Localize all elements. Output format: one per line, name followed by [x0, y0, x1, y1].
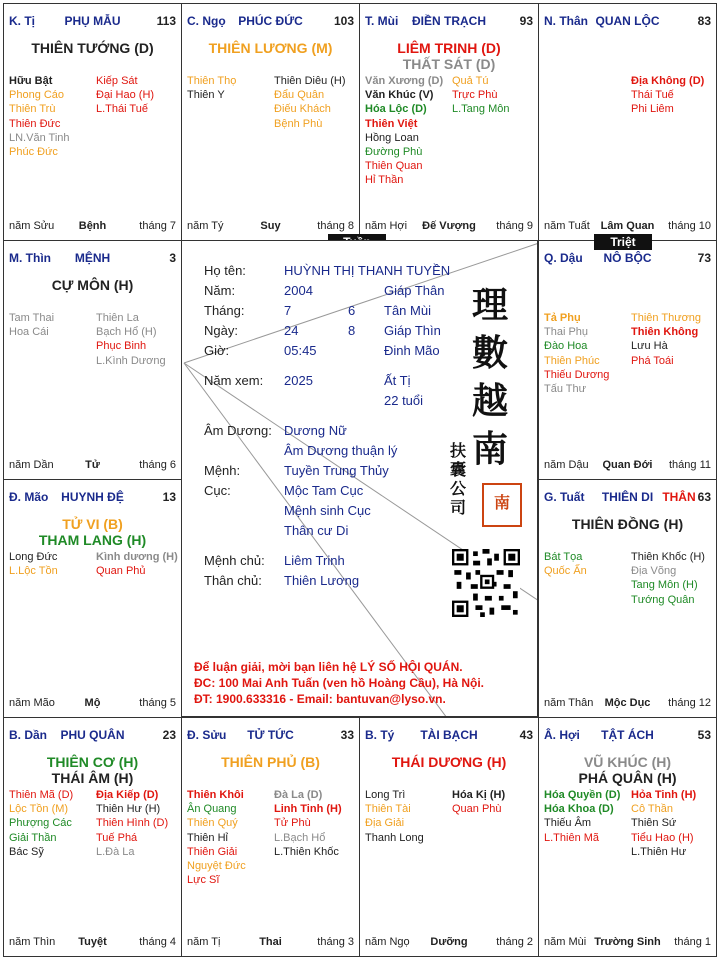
- year-label: Năm:: [204, 283, 236, 298]
- birth-day-lunar: 8: [348, 323, 356, 338]
- palace-footer: [365, 220, 533, 234]
- logo-char-1: 理: [472, 284, 509, 326]
- minor-star: Tướng Quân: [631, 593, 695, 606]
- birth-day: 24: [284, 323, 299, 338]
- minor-star: Phúc Đức: [9, 146, 58, 159]
- palace-ty: [359, 717, 539, 957]
- palace-dau: [538, 240, 717, 480]
- palace-header: [544, 251, 711, 265]
- palace-branch: B. Dần: [9, 728, 48, 742]
- minor-stars-right: [631, 74, 704, 117]
- palace-tuat: [538, 479, 717, 718]
- palace-footer: [9, 220, 176, 234]
- major-star: THIÊN CƠ (H): [46, 754, 139, 770]
- logo-seal: 南: [482, 483, 522, 527]
- palace-branch: K. Tị: [9, 14, 35, 28]
- palace-footer: [9, 936, 176, 950]
- age: 22 tuổi: [384, 393, 424, 408]
- palace-name: THIÊN DI: [601, 490, 654, 504]
- palace-stage: Dưỡng: [430, 936, 468, 948]
- minor-star: Phượng Các: [9, 817, 72, 830]
- minor-stars-right: [96, 74, 154, 117]
- minor-stars-left: [544, 311, 609, 396]
- palace-name: TÀI BẠCH: [420, 728, 478, 742]
- minor-star: Thiên Tài: [365, 803, 411, 816]
- palace-header: [544, 728, 711, 742]
- palace-year: năm Hợi: [365, 220, 408, 232]
- minor-star: Cô Thần: [631, 803, 673, 816]
- minor-star: Long Đức: [9, 551, 58, 563]
- minor-star: Đường Phù: [365, 146, 423, 159]
- major-star: THIÊN PHỦ (B): [221, 754, 320, 770]
- major-star: THIÊN ĐỒNG (H): [571, 516, 684, 532]
- info-panel: [181, 240, 538, 717]
- minor-star: Quả Tú: [452, 75, 489, 87]
- birth-month: 7: [284, 303, 292, 318]
- palace-branch: M. Thìn: [9, 251, 51, 265]
- birth-month-lunar: 6: [348, 303, 356, 318]
- amduong-note: Âm Dương thuận lý: [284, 443, 398, 458]
- minor-stars-right: [452, 74, 509, 117]
- palace-number: 73: [697, 251, 711, 265]
- palace-dan: [3, 717, 182, 957]
- palace-stage: Thai: [259, 936, 282, 948]
- minor-star: Tuế Phá: [96, 831, 138, 844]
- major-star: THẤT SÁT (D): [402, 56, 496, 72]
- minor-star: Thiên Việt: [365, 117, 418, 130]
- palace-year: năm Dần: [9, 459, 54, 471]
- major-star: THÁI ÂM (H): [51, 770, 134, 786]
- palace-footer: [187, 220, 354, 234]
- palace-number: 83: [697, 14, 711, 28]
- palace-name: MỆNH: [74, 251, 111, 265]
- minor-star: Trực Phù: [452, 89, 498, 102]
- palace-ti: [3, 3, 182, 241]
- minor-stars-right: [631, 788, 696, 859]
- minor-stars-left: [9, 550, 58, 578]
- palace-month: tháng 5: [139, 697, 176, 709]
- palace-header: [9, 14, 176, 28]
- minor-star: Đẩu Quân: [274, 89, 325, 102]
- minor-stars-right: [631, 550, 705, 607]
- palace-month: tháng 9: [496, 220, 533, 232]
- palace-mao: [3, 479, 182, 718]
- minor-star: Phục Binh: [96, 340, 147, 353]
- minor-star: LN.Văn Tinh: [9, 131, 70, 144]
- palace-month: tháng 2: [496, 936, 533, 948]
- minor-star: Văn Khúc (V): [365, 89, 434, 102]
- cuc-note: Mệnh sinh Cục: [284, 503, 371, 518]
- major-star: THIÊN LƯƠNG (M): [208, 40, 333, 56]
- palace-ngo: [181, 3, 360, 241]
- palace-branch: T. Mùi: [365, 14, 399, 28]
- minor-star: Phong Cáo: [9, 89, 65, 102]
- minor-stars-left: [187, 788, 246, 887]
- major-star: THIÊN TƯỚNG (D): [31, 40, 154, 56]
- minor-star: Bệnh Phù: [274, 117, 323, 130]
- minor-star: Tả Phụ: [544, 312, 581, 324]
- minor-star: Thiên Đức: [9, 117, 61, 130]
- minor-star: Thiên Diêu (H): [274, 75, 346, 87]
- minor-star: Thiên Phúc: [544, 354, 600, 367]
- minor-star: Thiên Sứ: [631, 817, 677, 830]
- minor-star: L.Lộc Tồn: [9, 565, 58, 578]
- palace-number: 43: [519, 728, 533, 742]
- palace-name: PHỤ MẪU: [64, 14, 121, 28]
- palace-branch: Q. Dậu: [544, 251, 583, 265]
- minor-star: Tang Môn (H): [631, 579, 698, 592]
- minor-star: L.Bạch Hổ: [274, 831, 326, 844]
- minor-star: Lộc Tồn (M): [9, 803, 69, 816]
- minor-star: Thái Tuế: [631, 89, 674, 102]
- palace-header: [9, 728, 176, 742]
- major-star: THÁI DƯƠNG (H): [391, 754, 507, 770]
- minor-star: L.Thái Tuế: [96, 103, 148, 116]
- palace-month: tháng 6: [139, 459, 176, 471]
- minor-star: Tam Thai: [9, 312, 55, 324]
- palace-stage: Suy: [260, 220, 281, 232]
- logo-side-text: 扶囊公司: [450, 441, 467, 517]
- palace-month: tháng 11: [668, 459, 711, 471]
- palace-year: năm Dậu: [544, 459, 589, 471]
- minor-star: Tiểu Hao (H): [631, 831, 694, 844]
- palace-month: tháng 7: [139, 220, 176, 232]
- cuc-value: Mộc Tam Cục: [284, 483, 364, 498]
- palace-number: 113: [156, 14, 176, 28]
- palace-year: năm Tý: [187, 220, 224, 232]
- minor-star: Địa Võng: [631, 565, 677, 578]
- minor-star: L.Thiên Khốc: [274, 845, 339, 858]
- day-label: Ngày:: [204, 323, 238, 338]
- minor-star: L.Tang Môn: [452, 103, 510, 116]
- palace-header: [365, 14, 533, 28]
- contact-block: [194, 659, 484, 707]
- minor-star: Phi Liêm: [631, 103, 674, 116]
- palace-footer: [365, 936, 533, 950]
- logo-char-2: 數: [472, 332, 509, 374]
- minor-stars-left: [9, 74, 70, 159]
- minor-star: Thiên Mã (D): [9, 789, 74, 801]
- minor-stars-left: [9, 788, 73, 859]
- palace-branch: B. Tý: [365, 728, 395, 742]
- minor-star: Thiên Quý: [187, 817, 238, 830]
- palace-mui: [359, 3, 539, 241]
- minor-star: Tấu Thư: [544, 383, 587, 396]
- minor-star: Kiếp Sát: [96, 75, 138, 87]
- birth-month-can: Tân Mùi: [384, 303, 431, 318]
- palace-branch: Â. Hợi: [544, 728, 580, 742]
- logo-char-4: 南: [472, 428, 509, 470]
- palace-year: năm Tuất: [544, 220, 590, 232]
- than-marker: THÂN: [662, 490, 696, 504]
- minor-star: Điếu Khách: [274, 103, 331, 116]
- minor-stars-left: [187, 74, 236, 102]
- person-name: HUỲNH THỊ THANH TUYỀN: [284, 263, 451, 278]
- minor-star: Văn Xương (D): [365, 75, 444, 87]
- palace-than: [538, 3, 717, 241]
- than-chu-value: Thiên Lương: [284, 573, 360, 588]
- palace-month: tháng 8: [317, 220, 354, 232]
- birth-day-can: Giáp Thìn: [384, 323, 441, 338]
- minor-star: Lưu Hà: [631, 340, 668, 353]
- palace-year: năm Ngọ: [365, 936, 410, 948]
- minor-star: Thiên Khốc (H): [631, 551, 705, 563]
- palace-branch: C. Ngọ: [187, 14, 226, 28]
- minor-star: Hóa Quyền (D): [544, 789, 621, 801]
- palace-name: PHÚC ĐỨC: [238, 14, 303, 28]
- minor-star: Hóa Kị (H): [452, 789, 506, 801]
- minor-star: Giải Thần: [9, 831, 57, 844]
- minor-star: Quốc Ấn: [544, 565, 587, 578]
- palace-name: QUAN LỘC: [595, 14, 660, 28]
- birth-hour: 05:45: [284, 343, 317, 358]
- triet-marker: Triệt: [594, 234, 652, 250]
- palace-stage: Quan Đới: [602, 459, 653, 471]
- palace-footer: [9, 697, 176, 711]
- view-year: 2025: [284, 373, 313, 388]
- palace-name: HUYNH ĐỆ: [61, 490, 124, 504]
- palace-stage: Lâm Quan: [600, 220, 655, 232]
- minor-star: Thiên Quan: [365, 160, 423, 173]
- palace-suu: [181, 717, 360, 957]
- minor-star: Thiên Trù: [9, 103, 56, 116]
- contact-line-3: ĐT: 1900.633316 - Email: bantuvan@lyso.vn.: [194, 692, 446, 706]
- palace-header: [187, 728, 354, 742]
- palace-stage: Tử: [85, 459, 100, 471]
- minor-star: Thiên Hình (D): [96, 817, 169, 830]
- minor-stars-right: [631, 311, 701, 368]
- palace-year: năm Mão: [9, 697, 55, 709]
- minor-star: Hóa Khoa (D): [544, 803, 614, 816]
- cuc-label: Cục:: [204, 483, 231, 498]
- minor-star: Ân Quang: [187, 803, 237, 816]
- birth-year: 2004: [284, 283, 313, 298]
- palace-footer: [544, 459, 711, 473]
- palace-footer: [544, 697, 711, 711]
- view-year-can: Ất Tị: [384, 373, 411, 388]
- name-label: Họ tên:: [204, 263, 246, 278]
- than-chu-label: Thân chủ:: [204, 573, 262, 588]
- than-cu-note: Thân cư Di: [284, 523, 349, 538]
- minor-star: Địa Kiếp (D): [96, 789, 159, 801]
- minor-stars-left: [365, 74, 443, 188]
- palace-header: [365, 728, 533, 742]
- minor-star: Hỉ Thần: [365, 174, 404, 187]
- minor-star: Thiên Không: [631, 326, 699, 339]
- minor-star: Hữu Bật: [9, 75, 53, 87]
- major-star: VŨ KHÚC (H): [583, 754, 672, 770]
- minor-star: Hồng Loan: [365, 131, 419, 144]
- birth-year-can: Giáp Thân: [384, 283, 445, 298]
- palace-stage: Trường Sinh: [594, 936, 661, 948]
- palace-year: năm Sửu: [9, 220, 55, 232]
- palace-number: 93: [519, 14, 533, 28]
- palace-footer: [544, 936, 711, 950]
- minor-stars-right: [274, 788, 342, 859]
- major-star: TỬ VI (B): [62, 516, 123, 532]
- palace-year: năm Thìn: [9, 936, 56, 948]
- menh-chu-value: Liêm Trinh: [284, 553, 345, 568]
- minor-star: Địa Giải: [365, 817, 405, 830]
- minor-star: Hỏa Tinh (H): [631, 789, 697, 801]
- minor-stars-left: [544, 550, 587, 578]
- major-star: LIÊM TRINH (D): [397, 40, 501, 56]
- menh-label: Mệnh:: [204, 463, 241, 478]
- palace-header: [9, 251, 176, 265]
- minor-star: Thiên Khôi: [187, 789, 244, 801]
- major-star: PHÁ QUÂN (H): [578, 770, 677, 786]
- hour-label: Giờ:: [204, 343, 230, 358]
- palace-stage: Đế Vượng: [422, 220, 476, 232]
- minor-stars-left: [365, 788, 424, 845]
- palace-footer: [544, 220, 711, 234]
- minor-star: Phá Toái: [631, 354, 674, 367]
- menh-chu-label: Mệnh chủ:: [204, 553, 265, 568]
- palace-number: 23: [162, 728, 176, 742]
- amduong-label: Âm Dương:: [204, 423, 272, 438]
- minor-stars-right: [96, 788, 168, 859]
- palace-header: [187, 14, 354, 28]
- palace-number: 103: [333, 14, 354, 28]
- month-label: Tháng:: [204, 303, 245, 318]
- minor-star: Thiếu Dương: [544, 368, 610, 381]
- palace-number: 33: [340, 728, 354, 742]
- palace-stage: Mộc Dục: [604, 697, 651, 709]
- qr-code-icon: [452, 549, 520, 617]
- minor-star: Thiên Y: [187, 89, 225, 102]
- minor-star: Bát Tọa: [544, 551, 583, 563]
- minor-star: Long Trì: [365, 789, 406, 801]
- palace-header: [9, 490, 176, 504]
- palace-month: tháng 1: [674, 936, 711, 948]
- minor-star: L.Thiên Hư: [631, 845, 687, 858]
- palace-branch: Đ. Mão: [9, 490, 49, 504]
- palace-branch: Đ. Sửu: [187, 728, 227, 742]
- minor-star: Thiên Hỉ: [187, 831, 228, 844]
- contact-line-1: Để luận giải, mời bạn liên hệ LÝ SỐ HỘI QUÁN.: [194, 660, 463, 674]
- palace-month: tháng 10: [668, 220, 711, 232]
- minor-star: Quan Phủ: [96, 565, 146, 578]
- birth-hour-can: Đinh Mão: [384, 343, 440, 358]
- minor-star: Linh Tinh (H): [274, 803, 342, 816]
- palace-stage: Tuyệt: [78, 936, 107, 948]
- view-year-label: Năm xem:: [204, 373, 264, 388]
- minor-star: Bạch Hổ (H): [96, 326, 157, 339]
- menh-value: Tuyền Trung Thủy: [284, 463, 389, 478]
- minor-star: Thiếu Âm: [544, 817, 592, 830]
- minor-star: Đào Hoa: [544, 340, 588, 353]
- minor-star: L.Kình Dương: [96, 354, 166, 367]
- minor-star: Thiên Thương: [631, 312, 702, 324]
- major-star: CỰ MÔN (H): [51, 277, 134, 293]
- minor-star: Thai Phụ: [544, 326, 589, 339]
- amduong-value: Dương Nữ: [284, 423, 347, 438]
- palace-branch: N. Thân: [544, 14, 588, 28]
- palace-year: năm Mùi: [544, 936, 587, 948]
- minor-star: Quan Phù: [452, 803, 502, 816]
- palace-name: TỬ TỨC: [247, 728, 294, 742]
- minor-star: Địa Không (D): [631, 75, 705, 87]
- palace-footer: [9, 459, 176, 473]
- minor-star: Thiên Hư (H): [96, 803, 161, 816]
- minor-star: Tử Phù: [274, 817, 311, 830]
- palace-number: THÂN 63: [662, 490, 711, 504]
- minor-stars-left: [544, 788, 620, 845]
- palace-name: ĐIỀN TRẠCH: [412, 14, 486, 28]
- palace-header: [544, 14, 711, 28]
- palace-stage: Mộ: [84, 697, 101, 709]
- palace-number: 53: [697, 728, 711, 742]
- minor-star: Hoa Cái: [9, 326, 49, 339]
- palace-name: NÔ BỘC: [603, 251, 652, 265]
- minor-star: L.Đà La: [96, 845, 135, 858]
- minor-star: Đà La (D): [274, 789, 323, 801]
- minor-stars-left: [9, 311, 54, 339]
- palace-name: TẬT ÁCH: [601, 728, 654, 742]
- palace-month: tháng 3: [317, 936, 354, 948]
- contact-line-2: ĐC: 100 Mai Anh Tuấn (ven hồ Hoàng Cầu), Hà Nội.: [194, 676, 485, 690]
- minor-star: Bác Sỹ: [9, 845, 44, 858]
- minor-star: Hóa Lộc (D): [365, 103, 427, 116]
- minor-star: Thiên La: [96, 312, 139, 324]
- palace-hoi: [538, 717, 717, 957]
- minor-star: Thiên Giải: [187, 845, 238, 858]
- minor-stars-right: [96, 550, 178, 578]
- minor-star: Đại Hao (H): [96, 89, 155, 102]
- palace-branch: G. Tuất: [544, 490, 585, 504]
- logo-char-3: 越: [472, 380, 509, 422]
- minor-star: Thanh Long: [365, 831, 424, 844]
- palace-name: PHU QUÂN: [60, 728, 125, 742]
- major-star: THAM LANG (H): [38, 532, 147, 548]
- minor-star: Nguyệt Đức: [187, 860, 246, 873]
- minor-star: Thiên Thọ: [187, 75, 237, 87]
- minor-stars-right: [452, 788, 505, 816]
- minor-star: L.Thiên Mã: [544, 831, 600, 844]
- minor-star: Kình dương (H): [96, 551, 178, 563]
- palace-number: 13: [162, 490, 176, 504]
- palace-thin: [3, 240, 182, 480]
- palace-month: tháng 12: [668, 697, 711, 709]
- palace-footer: [187, 936, 354, 950]
- palace-header: [544, 490, 711, 504]
- minor-star: Lực Sĩ: [187, 874, 220, 887]
- palace-stage: Bệnh: [78, 220, 107, 232]
- palace-year: năm Thân: [544, 697, 594, 709]
- palace-year: năm Tị: [187, 936, 221, 948]
- minor-stars-right: [96, 311, 166, 368]
- palace-number: 3: [169, 251, 176, 265]
- palace-month: tháng 4: [139, 936, 176, 948]
- minor-stars-right: [274, 74, 346, 131]
